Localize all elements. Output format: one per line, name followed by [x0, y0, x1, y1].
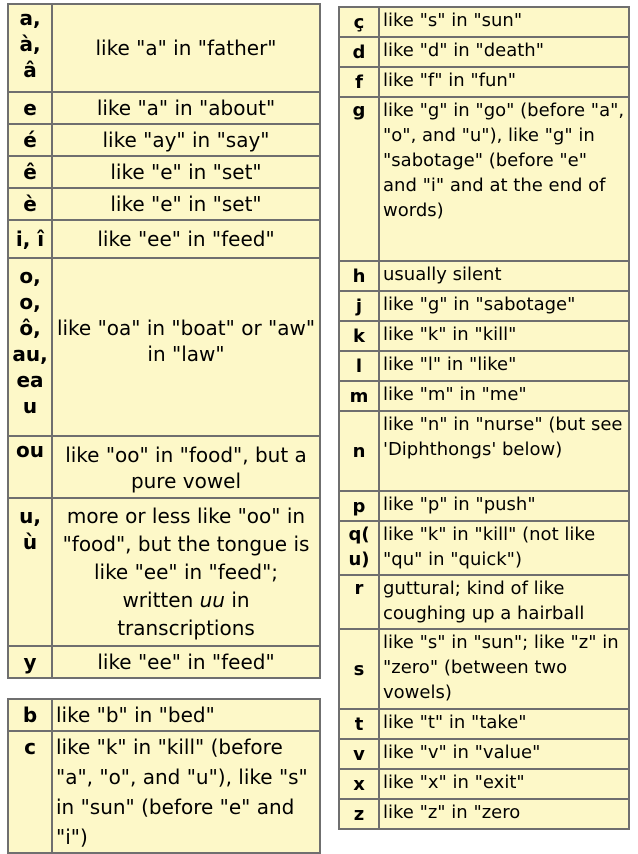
pronunciation-cell: like "e" in "set"	[52, 188, 320, 220]
pronunciation-cell: like "d" in "death"	[379, 37, 629, 67]
pronunciation-cell: like "s" in "sun"	[379, 7, 629, 37]
letter-cell: g	[339, 97, 379, 261]
transcription-term: uu	[199, 588, 225, 612]
table-row	[339, 411, 629, 491]
table-row	[339, 67, 629, 97]
table-row	[8, 731, 320, 853]
letter-cell: ç	[339, 7, 379, 37]
letter-cell: f	[339, 67, 379, 97]
pronunciation-cell: like "g" in "go" (before "a", "o", and "u"), like "g" in "sabotage" (before "e" and "i" and at the end of words)	[379, 97, 629, 261]
letter-cell: é	[8, 124, 52, 156]
table-row	[8, 188, 320, 220]
pronunciation-cell: like "ee" in "feed"	[52, 646, 320, 678]
letter-cell: t	[339, 709, 379, 739]
table-row	[8, 4, 320, 92]
pronunciation-cell	[52, 498, 320, 646]
table-row	[8, 92, 320, 124]
letter-cell: ê	[8, 156, 52, 188]
table-row	[8, 124, 320, 156]
pronunciation-cell: like "t" in "take"	[379, 709, 629, 739]
letter-cell: m	[339, 381, 379, 411]
table-row	[339, 37, 629, 67]
pronunciation-cell: like "z" in "zero	[379, 799, 629, 829]
table-row	[339, 381, 629, 411]
letter-cell: ou	[8, 436, 52, 498]
letter-cell: y	[8, 646, 52, 678]
pronunciation-cell: like "x" in "exit"	[379, 769, 629, 799]
consonant-table-left	[7, 698, 321, 854]
table-row	[339, 739, 629, 769]
letter-cell: i, î	[8, 220, 52, 258]
pronunciation-cell: like "v" in "value"	[379, 739, 629, 769]
table-row	[339, 521, 629, 575]
table-row	[339, 799, 629, 829]
table-row	[339, 709, 629, 739]
letter-cell: k	[339, 321, 379, 351]
table-row	[8, 220, 320, 258]
pronunciation-cell: like "oa" in "boat" or "aw" in "law"	[52, 258, 320, 436]
letter-cell: l	[339, 351, 379, 381]
pronunciation-cell: like "a" in "about"	[52, 92, 320, 124]
table-row	[339, 491, 629, 521]
letter-cell: p	[339, 491, 379, 521]
pronunciation-cell: like "m" in "me"	[379, 381, 629, 411]
pronunciation-cell: like "e" in "set"	[52, 156, 320, 188]
table-row	[339, 575, 629, 629]
table-row	[339, 97, 629, 261]
pronunciation-cell: like "f" in "fun"	[379, 67, 629, 97]
table-row	[8, 258, 320, 436]
table-row	[339, 629, 629, 709]
letter-cell: s	[339, 629, 379, 709]
table-row	[339, 291, 629, 321]
pronunciation-cell: like "n" in "nurse" (but see 'Diphthongs' below)	[379, 411, 629, 491]
letter-cell: u, ù	[8, 498, 52, 646]
pronunciation-text: in transcriptions	[117, 588, 255, 640]
pronunciation-cell: like "s" in "sun"; like "z" in "zero" (between two vowels)	[379, 629, 629, 709]
table-row	[339, 351, 629, 381]
letter-cell: n	[339, 411, 379, 491]
letter-cell: h	[339, 261, 379, 291]
table-row	[339, 261, 629, 291]
letter-cell: z	[339, 799, 379, 829]
pronunciation-cell: like "g" in "sabotage"	[379, 291, 629, 321]
table-row	[8, 436, 320, 498]
letter-cell: o, o, ô, au, ea u	[8, 258, 52, 436]
pronunciation-cell: usually silent	[379, 261, 629, 291]
table-row	[8, 646, 320, 678]
pronunciation-cell: like "p" in "push"	[379, 491, 629, 521]
pronunciation-cell: like "l" in "like"	[379, 351, 629, 381]
table-row	[8, 156, 320, 188]
pronunciation-cell: like "b" in "bed"	[52, 699, 320, 731]
table-row	[8, 699, 320, 731]
letter-cell: e	[8, 92, 52, 124]
letter-cell: v	[339, 739, 379, 769]
table-row	[339, 769, 629, 799]
table-row	[339, 7, 629, 37]
consonant-table-right	[338, 6, 630, 830]
table-row	[339, 321, 629, 351]
pronunciation-cell: guttural; kind of like coughing up a hairball	[379, 575, 629, 629]
pronunciation-cell: like "oo" in "food", but a pure vowel	[52, 436, 320, 498]
letter-cell: b	[8, 699, 52, 731]
pronunciation-cell: like "a" in "father"	[52, 4, 320, 92]
pronunciation-cell: like "k" in "kill" (not like "qu" in "quick")	[379, 521, 629, 575]
letter-cell: è	[8, 188, 52, 220]
pronunciation-cell: like "k" in "kill" (before "a", "o", and "u"), like "s" in "sun" (before "e" and "i")	[52, 731, 320, 853]
letter-cell: d	[339, 37, 379, 67]
letter-cell: x	[339, 769, 379, 799]
letter-cell: a, à, â	[8, 4, 52, 92]
pronunciation-cell: like "k" in "kill"	[379, 321, 629, 351]
letter-cell: q( u)	[339, 521, 379, 575]
pronunciation-cell: like "ee" in "feed"	[52, 220, 320, 258]
pronunciation-cell: like "ay" in "say"	[52, 124, 320, 156]
pronunciation-text: more or less like "oo" in "food", but the tongue is like "ee" in "feed"; written	[62, 504, 310, 612]
vowel-table	[7, 3, 321, 679]
table-row	[8, 498, 320, 646]
letter-cell: j	[339, 291, 379, 321]
letter-cell: c	[8, 731, 52, 853]
letter-cell: r	[339, 575, 379, 629]
